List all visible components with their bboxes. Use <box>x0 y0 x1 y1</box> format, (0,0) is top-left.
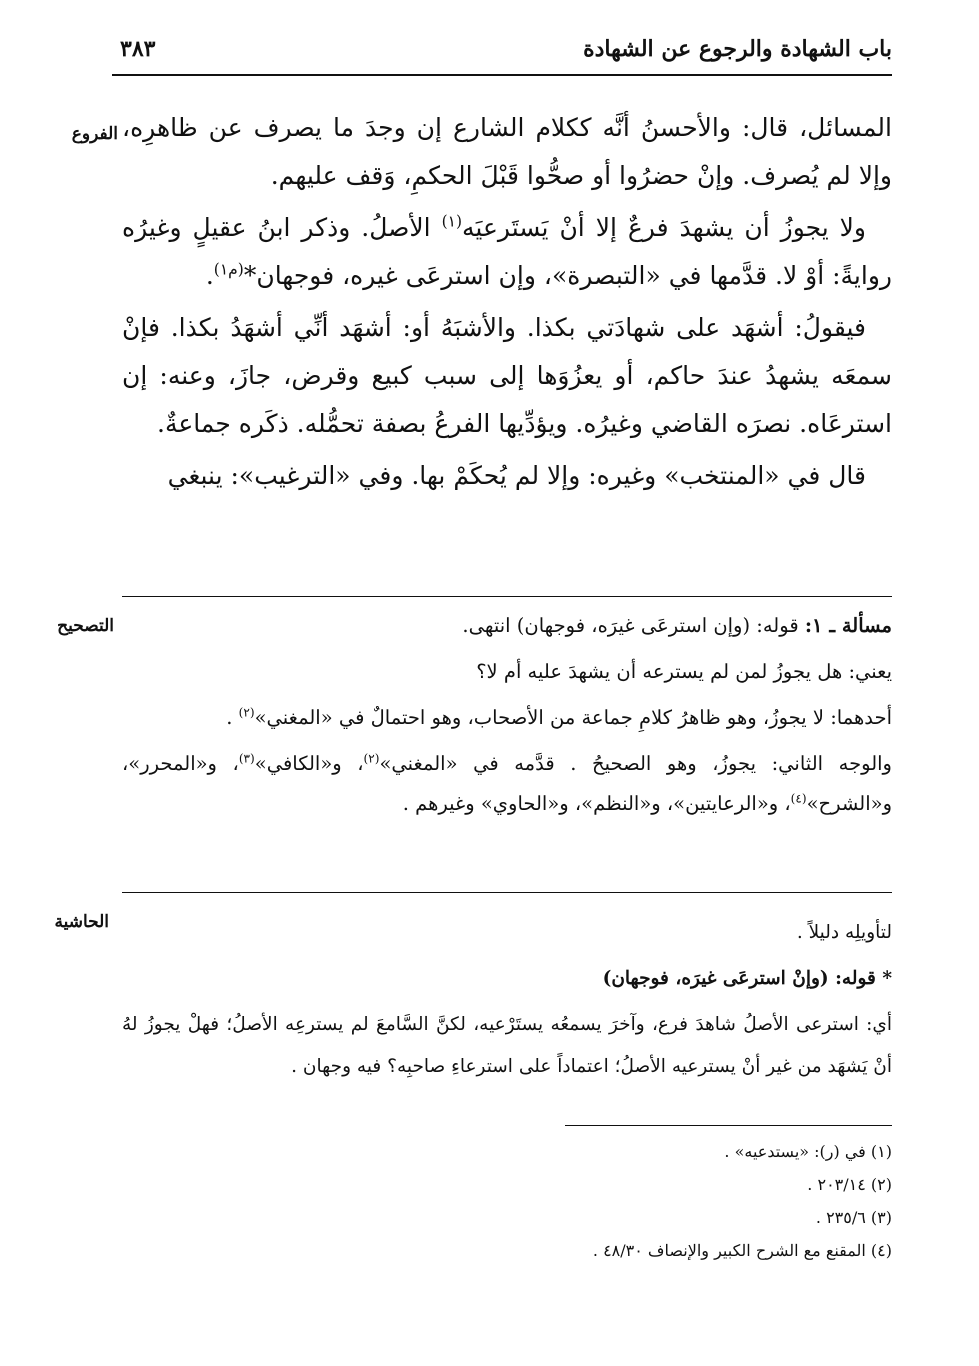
tashih-paragraph-1: مسألة ـ ١: قوله: (وإن استرعَى غيرَه، فوجهان) انتهى. <box>462 614 892 637</box>
footnotes <box>132 1135 892 1267</box>
furu-section <box>122 104 892 504</box>
footnote-rule <box>565 1125 892 1126</box>
footnote-ref: (٢) <box>363 751 380 766</box>
tashih-paragraph-3: أحدهما: لا يجوزُ، وهو ظاهرُ كلامِ جماعة من الأصحاب، وهو احتمالٌ في «المغني»$^{(٢)}$ . <box>226 705 892 729</box>
header-title: باب الشهادة والرجوع عن الشهادة <box>583 36 892 62</box>
running-header <box>112 30 892 70</box>
tashih-paragraph-4: والوجه الثاني: يجوزُ، وهو الصحيحُ . قدَّمه في «المغني»$^{(٢)}$، و«الكافي»$^{(٣)}$، و«المحرر»، و«الشرح»$^{(٤)}$، و«الرعايتين»، و«النظم»، و«الحاوي» وغيرهم . <box>122 751 892 815</box>
furu-paragraph-1: المسائل، قال: والأحسنُ أنَّه ككلام الشارع إن وجدَ ما يصرف عن ظاهرِه، وإلا لم يُصرف. وإنْ حضرُوا أو صحُّوا قَبْلَ الحكمِ، وَقف عليهم. <box>122 113 892 190</box>
footnote-4: (٤) المقنع مع الشرح الكبير والإنصاف ٤٨/٣٠ . <box>592 1241 892 1260</box>
section-rule-2 <box>122 892 892 893</box>
section-label-hashiya: الحاشية <box>54 912 109 932</box>
tashih-paragraph-2: يعني: هل يجوزُ لمن لم يسترعه أن يشهدَ عليه أم لا؟ <box>476 660 892 683</box>
header-rule <box>112 74 892 76</box>
furu-paragraph-3: فيقولُ: أشهَد على شهادَتي بكذا. والأشبَهُ أو: أشهَد أنِّي أشهَدُ بكذا. فإنْ سمعَه يشهدُ عندَ حاكم، أو يعزُوَها إلى سبب كبيع وقرض، جازَ، وعنه: إن استرعَاه. نصرَه القاضي وغيرُه. ويؤدِّيها الفرعُ بصفة تحمُّله. ذكَره جماعةٌ. <box>122 313 892 438</box>
hashiya-heading: * قوله: (وإنْ استرعَى غيرَه، فوجهان) <box>602 968 892 989</box>
section-rule-1 <box>122 596 892 597</box>
footnote-1: (١) في (ر): «يستدعيه» . <box>724 1142 892 1161</box>
footnote-3: (٣) ٢٣٥/٦ . <box>815 1208 892 1227</box>
footnote-ref: (م١) <box>213 260 244 279</box>
hashiya-paragraph-2: أي: استرعى الأصلُ شاهدَ فرع، وآخرَ يسمعُه يستَرْعيه، لكنَّ السَّامعَ لم يسترعِه الأصلُ؛ فهلْ يجوزُ لهُ أنْ يَشهَد من غير أنْ يسترعيه الأصلُ؛ اعتماداً على استرعاءِ صاحبِه؟ فيه وجهان . <box>122 1014 892 1077</box>
hashiya-section <box>122 912 892 1092</box>
footnote-ref: (١) <box>441 212 463 231</box>
hashiya-paragraph-1: لتأويلِه دليلاً . <box>796 922 892 943</box>
furu-paragraph-4: قال في «المنتخب» وغيره: وإلا لم يُحكَمْ بها. وفي «الترغيب»: ينبغي <box>167 461 866 490</box>
page-number: ٣٨٣ <box>120 36 156 62</box>
section-label-tashih: التصحيح <box>57 616 114 636</box>
footnote-ref: (٣) <box>238 751 255 766</box>
footnote-ref: (٤) <box>790 791 807 806</box>
footnote-ref: (٢) <box>238 705 255 720</box>
tashih-section <box>122 606 892 830</box>
section-label-furu: الفروع <box>71 124 118 144</box>
furu-paragraph-2: ولا يجوزُ أن يشهدَ فرعٌ إلا أنْ يَستَرعيَه$^{(١)}$ الأصلُ. وذكر ابنُ عقيلٍ وغيرُه روايةً: أوْ لا. قدَّمها في «التبصرة»، وإن استرعَى غيره، فوجهان*$^{(م١)}$. <box>122 212 892 290</box>
footnote-2: (٢) ٢٠٣/١٤ . <box>807 1175 892 1194</box>
